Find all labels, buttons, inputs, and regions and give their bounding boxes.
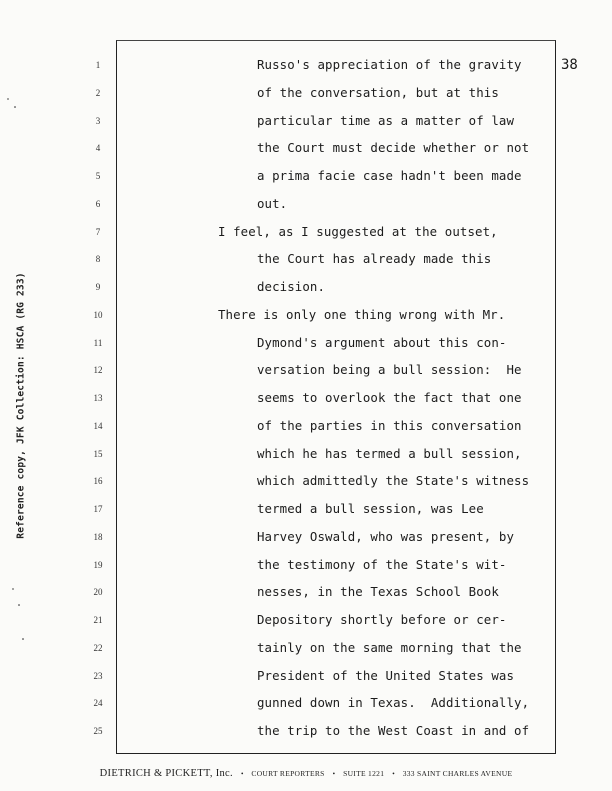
line-number: 18 <box>93 531 103 542</box>
line-number: 2 <box>95 87 101 98</box>
line-number: 23 <box>93 670 103 681</box>
transcript-line: out. <box>257 195 288 211</box>
line-number: 24 <box>93 698 103 709</box>
archive-reference-text: Reference copy, JFK Collection: HSCA (RG 233) <box>15 271 27 539</box>
line-number: 21 <box>93 615 103 625</box>
transcript-line: termed a bull session, was Lee <box>257 501 484 516</box>
transcript-line: the testimony of the State's wit- <box>257 556 507 572</box>
footer-separator: • <box>392 770 395 778</box>
transcript-line: seems to overlook the fact that one <box>257 390 522 405</box>
line-number: 9 <box>95 282 101 292</box>
transcript-line: Russo's appreciation of the gravity <box>257 57 522 72</box>
transcript-line: I feel, as I suggested at the outset, <box>218 223 498 239</box>
footer-separator: • <box>240 770 244 778</box>
scan-speck <box>7 98 9 100</box>
transcript-line: nesses, in the Texas School Book <box>257 584 499 600</box>
transcript-line: a prima facie case hadn't been made <box>257 168 522 183</box>
transcript-line: which he has termed a bull session, <box>257 445 522 461</box>
line-number: 13 <box>93 393 103 403</box>
line-number: 8 <box>95 254 101 265</box>
transcript-line: the Court must decide whether or not <box>257 140 530 156</box>
transcript-line: tainly on the same morning that the <box>257 639 522 655</box>
line-number: 7 <box>95 226 101 237</box>
line-number: 16 <box>93 476 103 487</box>
line-number: 1 <box>95 60 101 70</box>
transcript-line: Harvey Oswald, who was present, by <box>257 528 515 544</box>
transcript-line: the Court has already made this <box>257 251 492 267</box>
reporter-suite: SUITE 1221 <box>343 769 385 778</box>
line-number: 3 <box>95 115 101 126</box>
footer-separator: • <box>332 770 336 778</box>
line-number: 20 <box>93 587 103 598</box>
transcript-line: the trip to the West Coast in and of <box>257 723 530 738</box>
transcript-line: There is only one thing wrong with Mr. <box>218 306 506 322</box>
scan-speck <box>12 588 14 590</box>
line-number: 17 <box>93 504 103 514</box>
transcript-line: which admittedly the State's witness <box>257 473 530 489</box>
transcript-line: of the parties in this conversation <box>257 417 522 433</box>
archive-reference-stamp <box>6 260 36 550</box>
transcript-line: of the conversation, but at this <box>257 84 499 100</box>
scan-speck <box>18 604 20 606</box>
transcript-line: President of the United States was <box>257 667 515 683</box>
line-number: 4 <box>95 143 101 154</box>
line-number: 10 <box>93 309 103 320</box>
transcript-line: decision. <box>257 279 326 294</box>
page-number: 38 <box>561 57 578 73</box>
line-number: 22 <box>93 642 103 653</box>
line-number: 5 <box>95 171 101 181</box>
transcript-line: Dymond's argument about this con- <box>257 334 507 350</box>
reporter-address: 333 SAINT CHARLES AVENUE <box>402 769 513 778</box>
line-number: 14 <box>93 420 103 431</box>
reporter-service: COURT REPORTERS <box>251 769 325 778</box>
line-number: 6 <box>95 198 101 209</box>
scan-speck <box>14 106 16 108</box>
line-number: 12 <box>93 365 103 376</box>
line-number: 19 <box>93 559 103 570</box>
reporter-firm: DIETRICH & PICKETT, Inc. <box>99 768 233 779</box>
line-number: 25 <box>93 726 103 736</box>
transcript-line: Depository shortly before or cer- <box>257 612 507 627</box>
line-number: 15 <box>93 448 103 459</box>
transcript-line: particular time as a matter of law <box>257 112 515 128</box>
transcript-line: versation being a bull session: He <box>257 362 522 378</box>
line-number: 11 <box>93 337 103 348</box>
reporter-footer <box>0 763 612 781</box>
scan-speck <box>22 638 24 640</box>
transcript-line: gunned down in Texas. Additionally, <box>257 695 530 711</box>
